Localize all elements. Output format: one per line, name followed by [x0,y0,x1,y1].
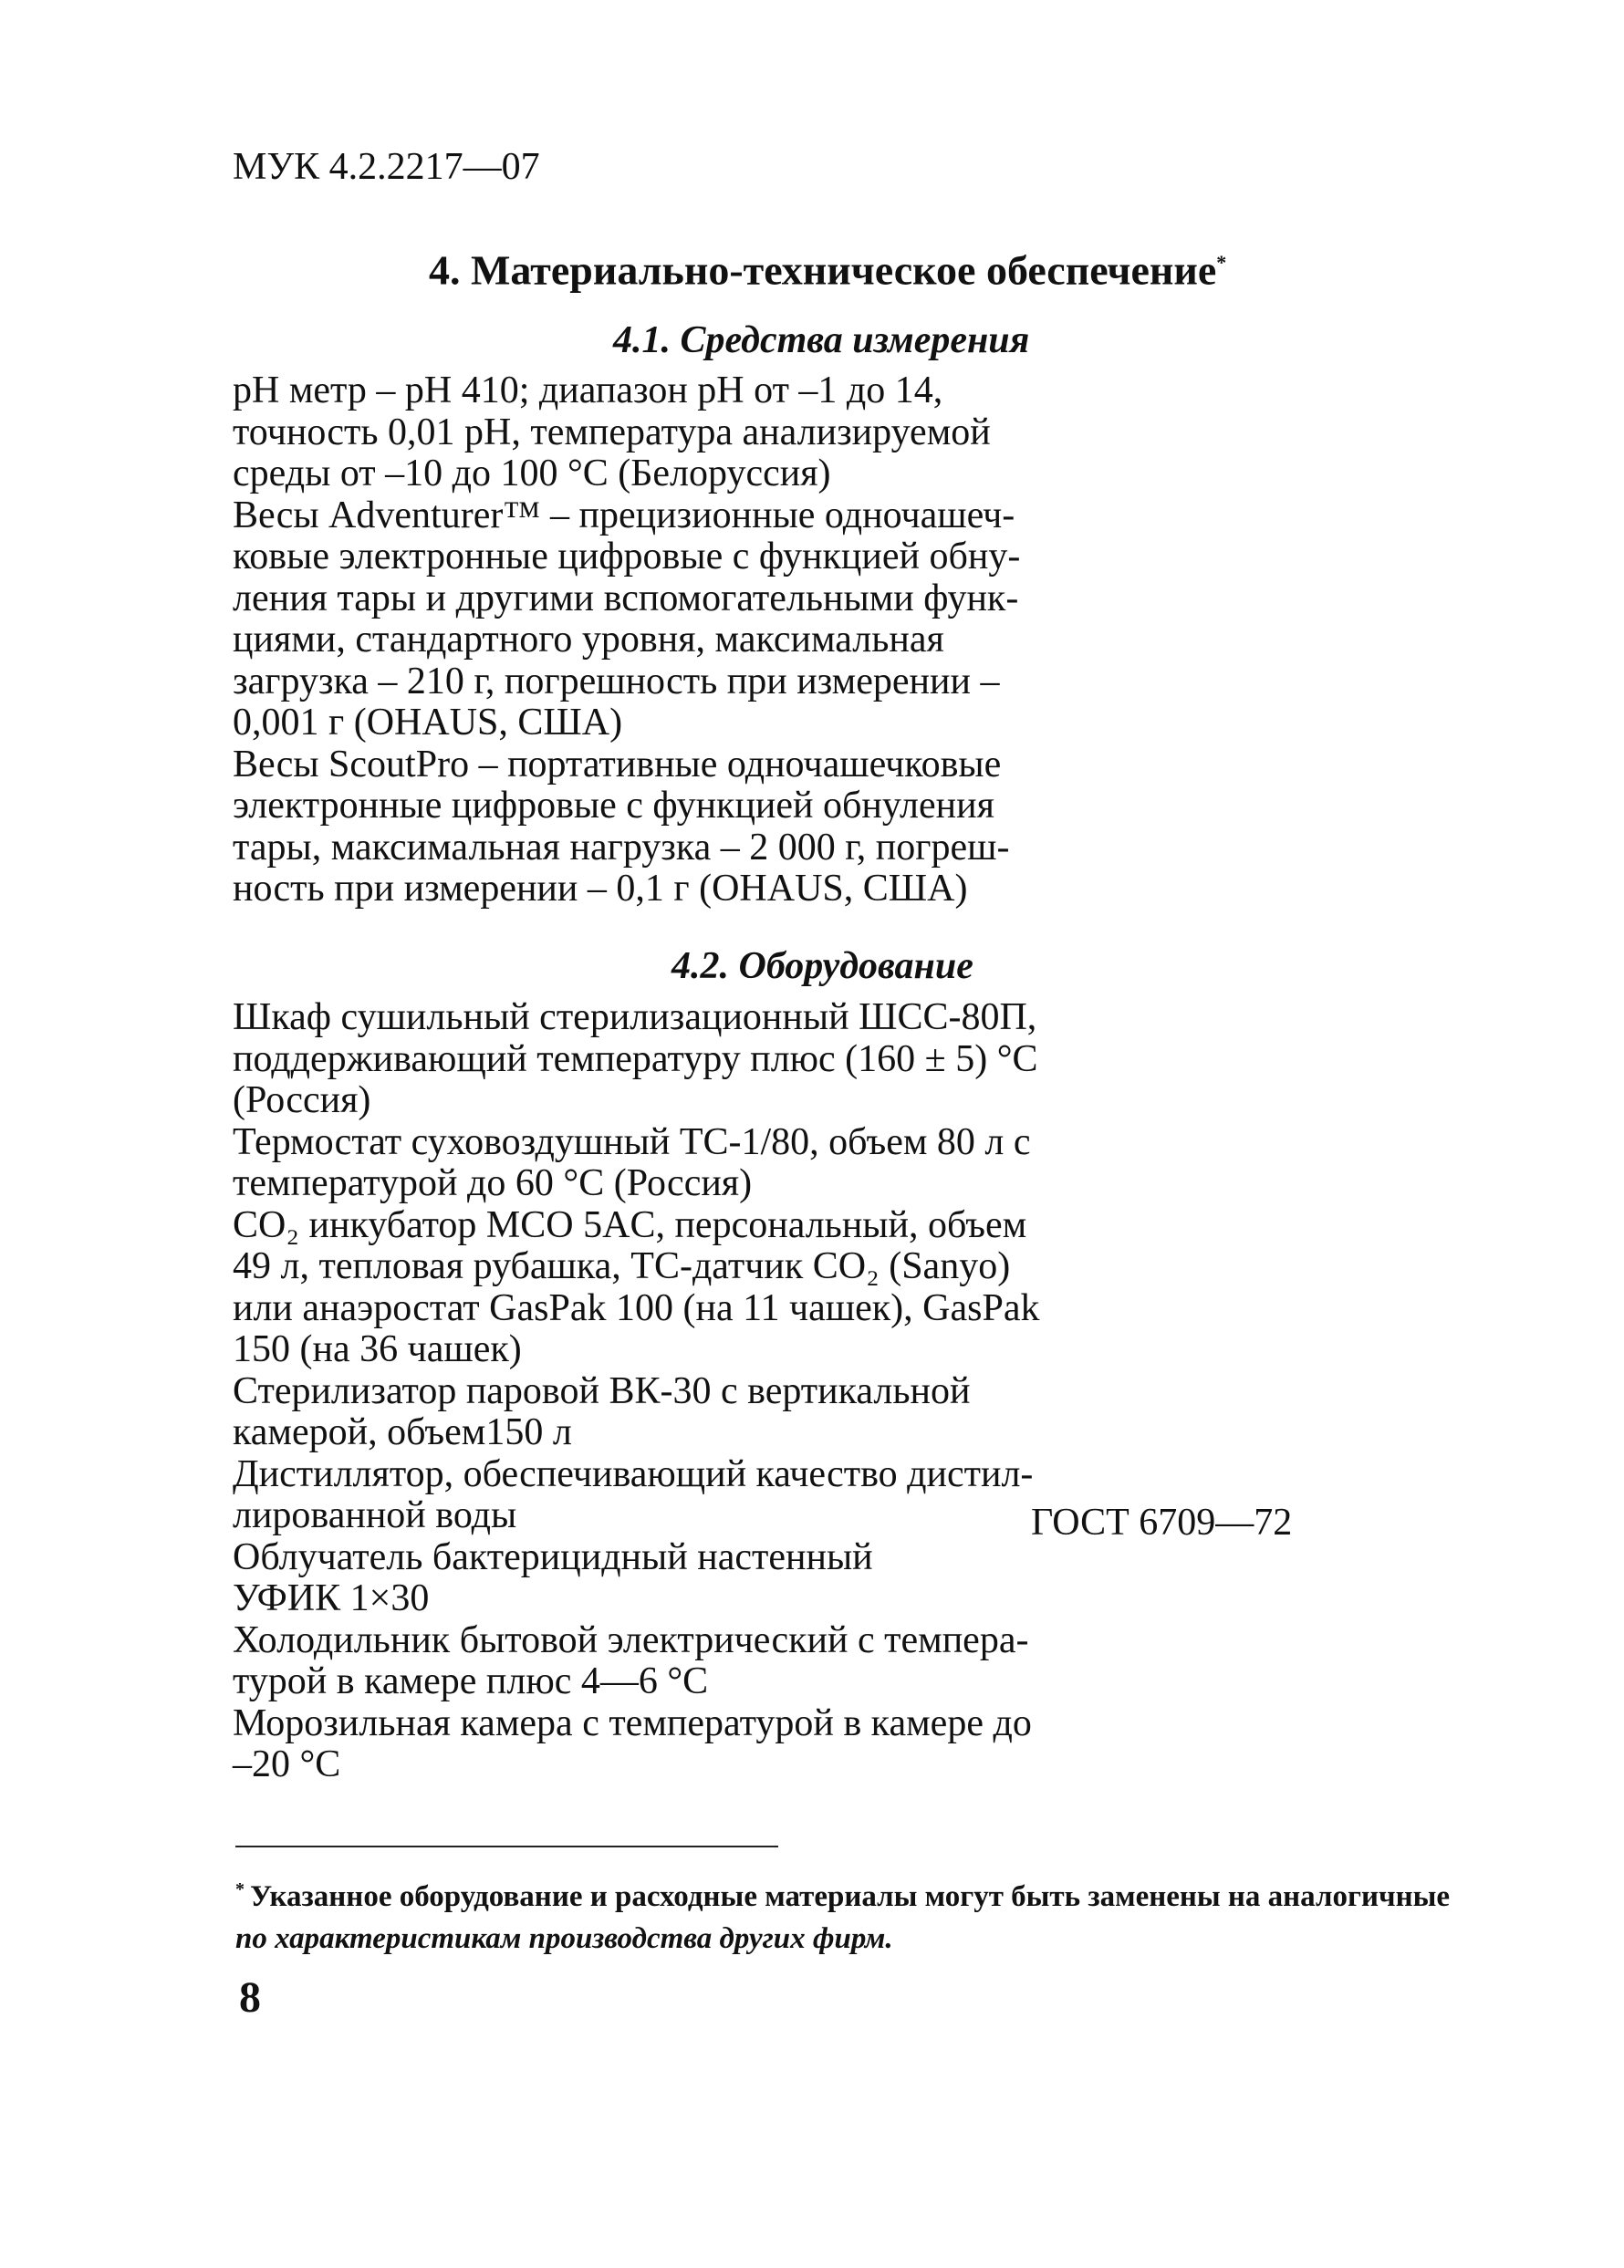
text-line: 150 (на 36 чашек) [233,1328,522,1370]
text-line: Весы ScoutPro – портативные одночашечковые [233,743,1002,785]
text-line: Шкаф сушильный стерилизационный ШСС-80П, [233,996,1037,1038]
footnote-line-2: по характеристикам производства других фирм. [235,1922,893,1955]
document-code-header: МУК 4.2.2217—07 [233,146,540,188]
text-line: 49 л, тепловая рубашка, ТС-датчик CO₂ (Sanyo) [233,1245,1011,1287]
text-line: Весы Adventurer™ – прецизионные одночашеч- [233,494,1015,536]
text-line: загрузка – 210 г, погрешность при измерении – [233,660,1000,702]
text-line: температурой до 60 °С (Россия) [233,1162,753,1204]
text-line: (Россия) [233,1079,371,1121]
text-line: Холодильник бытовой электрический с темпера- [233,1618,1029,1661]
text-line: УФИК 1×30 [233,1577,430,1619]
text-line: электронные цифровые с функцией обнуления [233,785,994,827]
text-line: Облучатель бактерицидный настенный [233,1535,873,1578]
footnote-line-1 [235,1868,1450,1918]
text-line: турой в камере плюс 4—6 °С [233,1660,709,1702]
text-line: pH метр – pH 410; диапазон pH от –1 до 14, [233,369,943,411]
text-line: Термостат суховоздушный ТС-1/80, объем 80 л с [233,1120,1031,1163]
text-line: CO₂ инкубатор MCO 5AC, персональный, объем [233,1203,1027,1246]
text-line: Морозильная камера с температурой в камере до [233,1701,1032,1744]
standard-reference: ГОСТ 6709—72 [1031,1502,1293,1544]
text-line: ления тары и другими вспомогательными функ- [233,577,1019,619]
text-line: ковые электронные цифровые с функцией обну- [233,536,1021,577]
footnote-divider [235,1846,778,1847]
section-footnote-mark: * [1216,251,1227,274]
footnote-text-1: Указанное оборудование и расходные материалы могут быть заменены на аналогичные [250,1880,1451,1913]
text-line: или анаэростат GasPak 100 (на 11 чашек), GasPak [233,1286,1040,1329]
text-line: тары, максимальная нагрузка – 2 000 г, погреш- [233,826,1010,869]
text-line: циями, стандартного уровня, максимальная [233,619,944,661]
subsection-title-equipment: 4.2. Оборудование [671,945,973,987]
text-line: ность при измерении – 0,1 г (OHAUS, США) [233,868,968,910]
text-line: –20 °С [233,1743,341,1785]
text-line: среды от –10 до 100 °С (Белоруссия) [233,453,831,494]
text-line: 0,001 г (OHAUS, США) [233,702,623,744]
page-number: 8 [239,1973,261,2022]
text-line: камерой, объем150 л [233,1411,572,1453]
footnote [235,1868,1450,1960]
subsection-title-measurement-tools: 4.1. Средства измерения [613,319,1030,361]
text-line: Дистиллятор, обеспечивающий качество дистил- [233,1452,1034,1495]
text-line: Стерилизатор паровой ВК-30 с вертикальной [233,1369,971,1412]
text-line: поддерживающий температуру плюс (160 ± 5) °С [233,1037,1038,1080]
measurement-tools-list [233,370,1054,910]
text-line: точность 0,01 pH, температура анализируемой [233,411,991,453]
footnote-mark: * [235,1879,245,1899]
text-line: лированной воды [233,1494,517,1536]
equipment-list [233,997,1054,1786]
section-title [0,235,1624,297]
section-title-text: 4. Материально-техническое обеспечение [429,246,1217,294]
